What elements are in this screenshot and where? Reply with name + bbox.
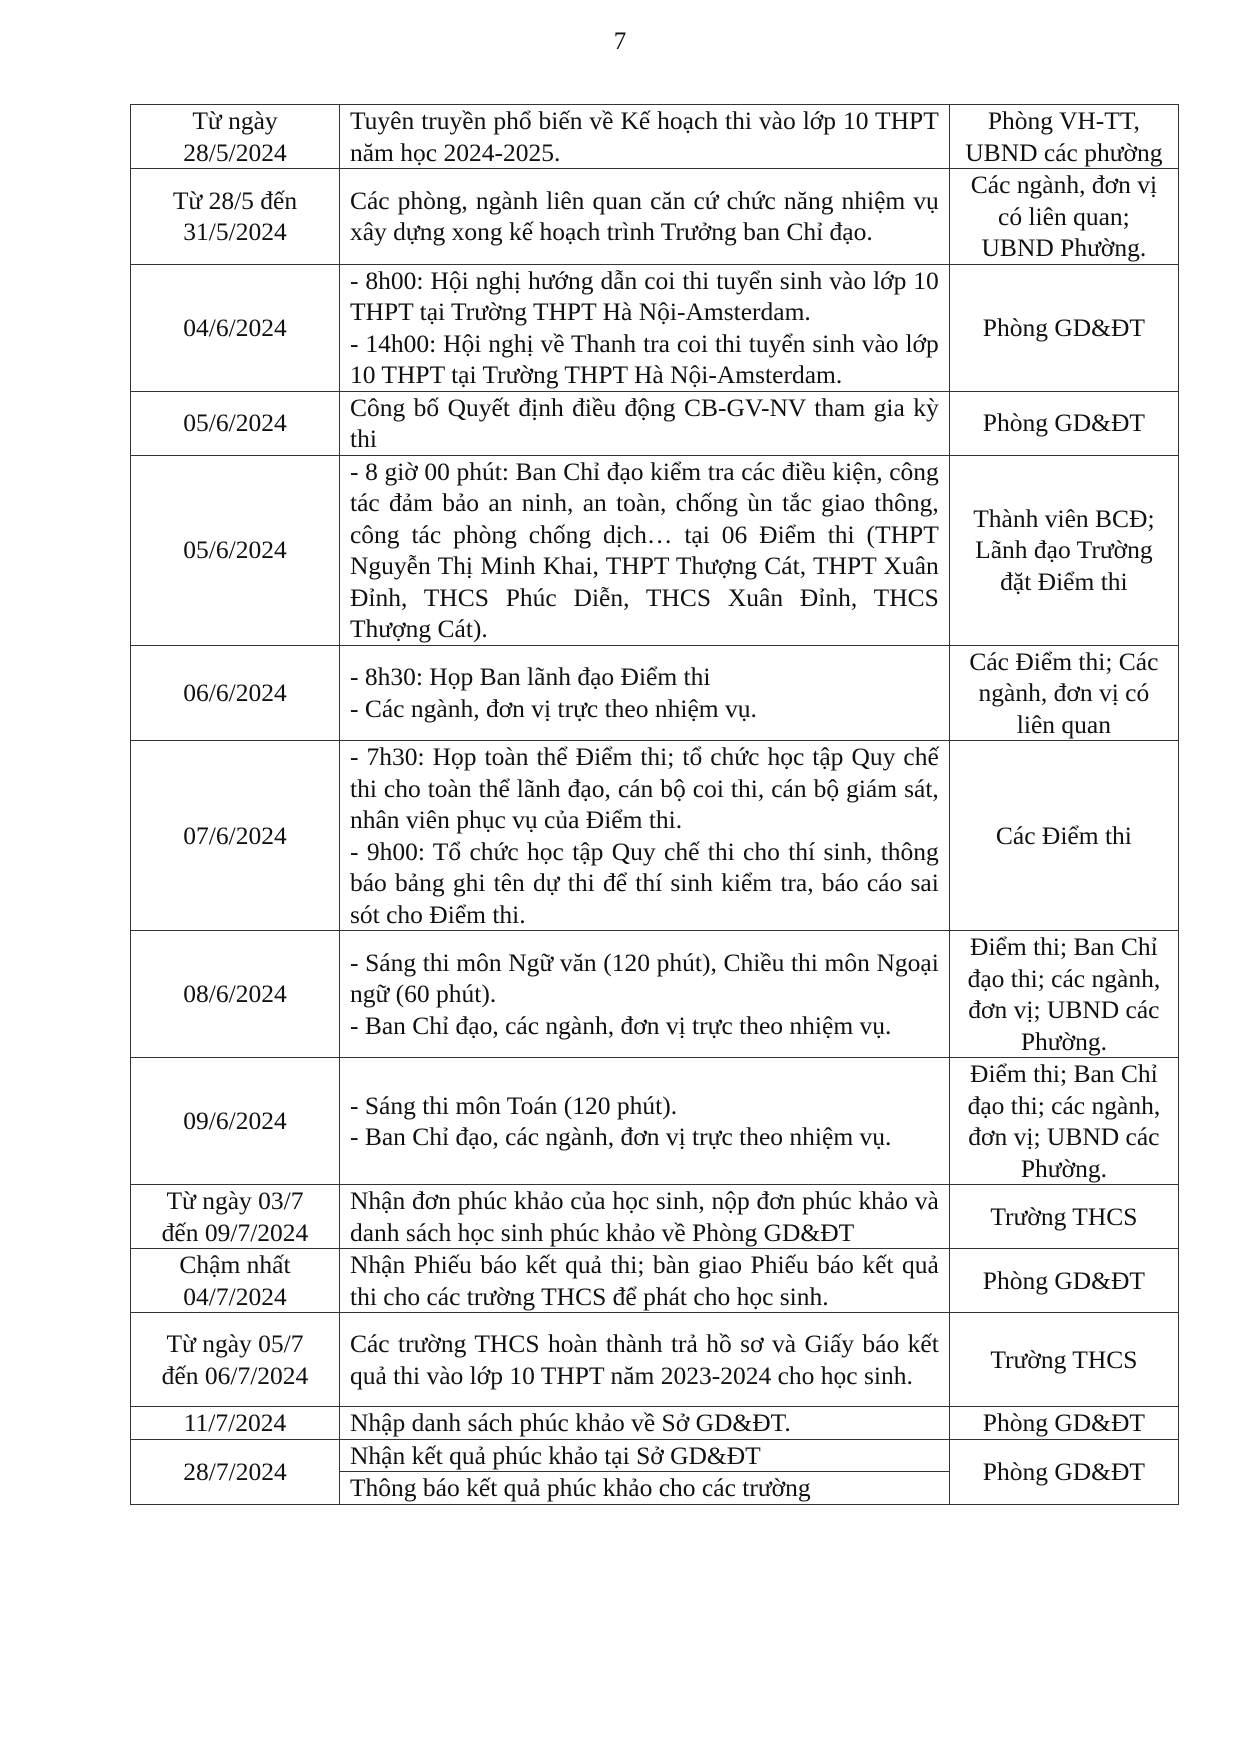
owner-line: UBND Phường. — [981, 233, 1147, 262]
owner-cell — [949, 105, 1178, 169]
time-cell — [131, 741, 340, 931]
owner-line: Phường. — [1020, 1026, 1107, 1056]
owner-line: Các Điểm thi — [995, 820, 1132, 850]
task-cell — [339, 1249, 949, 1313]
time-cell — [131, 264, 340, 391]
owner-line: Phòng GD&ĐT — [982, 408, 1145, 438]
time-line: 05/6/2024 — [183, 535, 287, 565]
owner-line: UBND các phường — [965, 137, 1163, 167]
task-cell — [339, 1185, 949, 1249]
owner-cell — [949, 264, 1178, 391]
task-cell — [339, 1407, 949, 1440]
task-text: Tuyên truyền phổ biến về Kế hoạch thi vào lớp 10 THPT năm học 2024-2025. — [349, 106, 939, 167]
owner-line: Phòng GD&ĐT — [982, 312, 1145, 342]
time-line: 06/6/2024 — [183, 678, 287, 707]
time-cell — [131, 105, 340, 169]
time-line: Từ ngày 05/7 — [166, 1329, 304, 1358]
table-row — [131, 1249, 1179, 1313]
time-line: 11/7/2024 — [183, 1408, 287, 1437]
owner-line: Trường THCS — [990, 1201, 1138, 1231]
owner-line: Điểm thi; Ban Chỉ — [970, 1059, 1158, 1088]
owner-cell — [949, 391, 1178, 455]
table-row — [131, 169, 1179, 265]
task-cell — [339, 391, 949, 455]
task-cell — [339, 741, 949, 931]
task-cell — [339, 455, 949, 645]
time-cell — [131, 455, 340, 645]
task-text: - 7h30: Họp toàn thể Điểm thi; tổ chức học tập Quy chế thi cho toàn thể lãnh đạo, cán bộ coi thi, cán bộ giám sát, nhân viên phục vụ của Điểm thi. — [349, 742, 939, 834]
task-text: - Ban Chỉ đạo, các ngành, đơn vị trực theo nhiệm vụ. — [349, 1122, 892, 1151]
task-cell — [339, 169, 949, 265]
time-line: 07/6/2024 — [183, 820, 287, 850]
time-line: Từ ngày 03/7 — [166, 1186, 304, 1215]
task-text: - 8 giờ 00 phút: Ban Chỉ đạo kiểm tra các điều kiện, công tác đảm bảo an ninh, an toàn, chống ùn tắc giao thông, công tác phòng chống dịch… tại 06 Điểm thi (THPT Nguyễn Thị Minh Khai, THPT Thượng Cát, THPT Xuân Đỉnh, THCS Phúc Diễn, THCS Xuân Đỉnh, THCS Thượng Cát). — [349, 456, 939, 643]
time-line: 08/6/2024 — [183, 979, 287, 1009]
task-text: - 14h00: Hội nghị về Thanh tra coi thi tuyển sinh vào lớp 10 THPT tại Trường THPT Hà Nội-Amsterdam. — [349, 328, 939, 389]
owner-line: đạo thi; các ngành, — [967, 963, 1161, 993]
owner-line: ngành, đơn vị có — [978, 678, 1150, 707]
time-line: 04/7/2024 — [183, 1281, 287, 1311]
owner-line: Điểm thi; Ban Chỉ — [970, 932, 1158, 961]
table-row — [131, 1439, 1179, 1472]
table-row — [131, 391, 1179, 455]
owner-line: Lãnh đạo Trường — [975, 535, 1153, 565]
task-text: - Sáng thi môn Ngữ văn (120 phút), Chiều thi môn Ngoại ngữ (60 phút). — [349, 947, 939, 1009]
time-cell — [131, 1407, 340, 1440]
owner-cell — [949, 1058, 1178, 1185]
task-text: Các trường THCS hoàn thành trả hồ sơ và Giấy báo kết quả thi vào lớp 10 THPT năm 2023-2024 cho học sinh. — [349, 1329, 939, 1390]
owner-cell — [949, 741, 1178, 931]
schedule-body — [131, 105, 1179, 1505]
owner-line: Phòng GD&ĐT — [982, 1265, 1145, 1295]
task-cell — [339, 264, 949, 391]
owner-line: Các Điểm thi; Các — [969, 646, 1159, 676]
owner-cell — [949, 455, 1178, 645]
table-row — [131, 1058, 1179, 1185]
time-line: Từ ngày — [192, 106, 278, 135]
task-cell: Thông báo kết quả phúc khảo cho các trường — [339, 1472, 949, 1505]
task-text: Nhập danh sách phúc khảo về Sở GD&ĐT. — [349, 1408, 791, 1437]
owner-cell — [949, 1249, 1178, 1313]
time-line: 31/5/2024 — [183, 217, 287, 247]
task-cell — [339, 645, 949, 741]
table-row — [131, 645, 1179, 741]
owner-line: đạo thi; các ngành, — [967, 1090, 1161, 1120]
owner-cell: Phòng GD&ĐT — [949, 1439, 1178, 1504]
task-text: Các phòng, ngành liên quan căn cứ chức năng nhiệm vụ xây dựng xong kế hoạch trình Trưởng ban Chỉ đạo. — [349, 185, 939, 247]
task-text: - Ban Chỉ đạo, các ngành, đơn vị trực theo nhiệm vụ. — [349, 1010, 892, 1040]
task-text: Công bố Quyết định điều động CB-GV-NV tham gia kỳ thi — [349, 392, 939, 453]
task-text: - 8h30: Họp Ban lãnh đạo Điểm thi — [349, 662, 711, 692]
task-cell: Nhận kết quả phúc khảo tại Sở GD&ĐT — [339, 1439, 949, 1472]
time-cell — [131, 169, 340, 265]
owner-line: Các ngành, đơn vị — [970, 170, 1158, 199]
time-cell — [131, 1313, 340, 1407]
time-line: đến 06/7/2024 — [161, 1360, 309, 1390]
time-line: Chậm nhất — [179, 1250, 291, 1279]
time-line: Từ 28/5 đến — [172, 185, 298, 215]
task-text: - Các ngành, đơn vị trực theo nhiệm vụ. — [349, 693, 757, 723]
owner-line: đơn vị; UBND các — [968, 995, 1160, 1024]
owner-line: có liên quan; — [998, 201, 1130, 231]
time-line: 09/6/2024 — [183, 1106, 287, 1136]
task-cell — [339, 931, 949, 1058]
task-text: Nhận đơn phúc khảo của học sinh, nộp đơn phúc khảo và danh sách học sinh phúc khảo về Phòng GD&ĐT — [349, 1186, 939, 1247]
table-row — [131, 741, 1179, 931]
owner-line: đơn vị; UBND các — [968, 1122, 1160, 1151]
owner-cell — [949, 1407, 1178, 1440]
time-cell — [131, 1249, 340, 1313]
table-row — [131, 931, 1179, 1058]
table-row — [131, 1313, 1179, 1407]
owner-line: Phường. — [1020, 1153, 1107, 1183]
owner-cell — [949, 1185, 1178, 1249]
time-line: 04/6/2024 — [183, 312, 287, 342]
owner-line: Trường THCS — [990, 1344, 1138, 1374]
table-row — [131, 1407, 1179, 1440]
task-text: - 8h00: Hội nghị hướng dẫn coi thi tuyển sinh vào lớp 10 THPT tại Trường THPT Hà Nội-Amsterdam. — [349, 265, 939, 326]
owner-line: Phòng GD&ĐT — [982, 1408, 1145, 1437]
time-cell: 28/7/2024 — [131, 1439, 340, 1504]
task-text: Nhận Phiếu báo kết quả thi; bàn giao Phiếu báo kết quả thi cho các trường THCS để phát cho học sinh. — [349, 1250, 939, 1311]
task-cell — [339, 1058, 949, 1185]
page-number: 7 — [613, 28, 627, 55]
time-cell — [131, 1185, 340, 1249]
time-cell — [131, 645, 340, 741]
time-line: 28/5/2024 — [183, 137, 287, 167]
time-line: 05/6/2024 — [183, 408, 287, 438]
owner-line: Thành viên BCĐ; — [973, 503, 1155, 533]
time-cell — [131, 1058, 340, 1185]
owner-line: Phòng VH-TT, — [987, 106, 1140, 135]
task-text: - 9h00: Tổ chức học tập Quy chế thi cho thí sinh, thông báo bảng ghi tên dự thi để thí sinh kiểm tra, báo cáo sai sót cho Điểm thi. — [349, 836, 939, 929]
owner-cell — [949, 645, 1178, 741]
owner-cell — [949, 169, 1178, 265]
time-line: đến 09/7/2024 — [161, 1217, 309, 1247]
task-cell — [339, 105, 949, 169]
owner-line: liên quan — [1016, 709, 1111, 739]
table-row — [131, 1185, 1179, 1249]
schedule-table — [130, 104, 1179, 1505]
time-cell — [131, 391, 340, 455]
table-row — [131, 105, 1179, 169]
owner-line: đặt Điểm thi — [1000, 566, 1128, 596]
task-text: - Sáng thi môn Toán (120 phút). — [349, 1090, 678, 1120]
table-row — [131, 264, 1179, 391]
task-cell — [339, 1313, 949, 1407]
table-row — [131, 455, 1179, 645]
time-cell — [131, 931, 340, 1058]
owner-cell — [949, 931, 1178, 1058]
owner-cell — [949, 1313, 1178, 1407]
